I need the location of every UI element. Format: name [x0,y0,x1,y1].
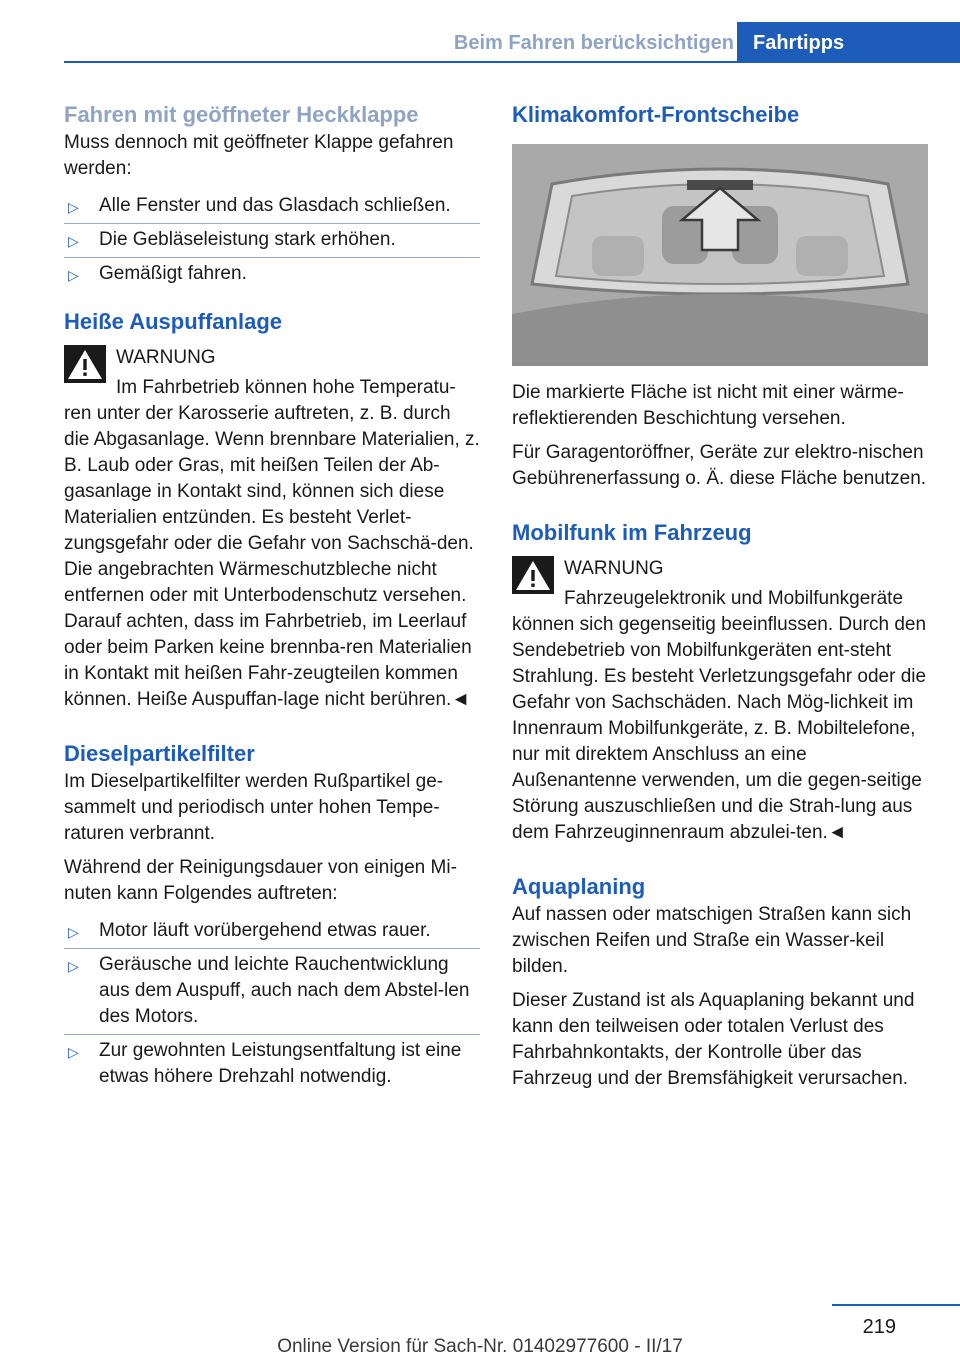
warning-label: WARNUNG [116,347,216,368]
header-section-title: Beim Fahren berücksichtigen [453,32,734,54]
section-title-mobilfunk: Mobilfunk im Fahrzeug [512,520,752,545]
left-column [64,100,480,1094]
list-item: ▷ Die Gebläseleistung stark erhöhen. [64,224,480,258]
triangle-right-icon: ▷ [68,958,79,974]
triangle-right-icon: ▷ [68,924,79,940]
section-title-heckklappe: Fahren mit geöffneter Heckklappe [64,102,419,127]
paragraph: Dieser Zustand ist als Aquaplaning bekannt und kann den teilweisen oder totalen Verlust des Fahrbahnkontakts, der Kontrolle über das Fahrzeug und der Bremsfähigkeit verursachen. [512,990,915,1089]
bullet-list [64,915,480,1094]
list-item: ▷ Alle Fenster und das Glasdach schließen. [64,190,480,224]
paragraph: Muss dennoch mit geöffneter Klappe gefahren werden: [64,132,454,179]
header-tab-fahrtipps: Fahrtipps [737,22,960,62]
page-number: 219 [862,1316,896,1338]
header-rule [64,61,960,63]
warning-text: ren unter der Karosserie auftreten, z. B. durch die Abgasanlage. Wenn brennbare Materialien, z. B. Laub oder Gras, mit heißen Teilen der Ab-gasanlage in Kontakt sind, können sich diese Materialien entzünden. Es besteht Verlet-zungsgefahr oder die Gefahr von Sachschä-den. Die angebrachten Wärmeschutzbleche nicht entfernen oder mit Unterbodenschutz versehen. Darauf achten, dass im Fahrbetrieb, im Leerlauf oder beim Parken keine brennba-ren Materialien in Kontakt mit heißen Fahr-zeugteilen kommen können. Heiße Auspuffan-lage nicht berühren.◄ [64,403,480,710]
list-item: ▷ Motor läuft vorübergehend etwas rauer. [64,915,480,949]
right-column [512,100,928,1092]
warning-block [64,345,480,401]
section-title-aquaplaning: Aquaplaning [512,874,646,899]
triangle-right-icon: ▷ [68,267,79,283]
bullet-list [64,190,480,291]
list-item: ▷ Zur gewohnten Leistungsentfaltung ist eine etwas höhere Drehzahl notwendig. [68,1040,462,1087]
warning-text: können sich gegenseitig beeinflussen. Durch den Sendebetrieb von Mobilfunkgeräten ent-steht Strahlung. Es besteht Verletzungsgefahr oder die Gefahr von Sachschäden. Nach Mög-lichkeit im Innenraum Mobilfunkgeräte, z. B. Mobiltelefone, nur mit direktem Anschluss an eine Außenantenne verwenden, um die gegen-seitige Störung auszuschließen und die Strah-lung aus dem Fahrzeuginnenraum abzulei-ten.◄ [512,614,927,843]
page-number-rule [832,1304,960,1306]
paragraph: Die markierte Fläche ist nicht mit einer wärme-reflektierenden Beschichtung versehen. [512,382,904,429]
footer-version: Online Version für Sach-Nr. 01402977600 - II/17 [277,1336,683,1357]
warning-block [512,556,928,612]
warning-triangle-icon [64,345,106,383]
list-item: ▷ Geräusche und leichte Rauchentwicklung aus dem Auspuff, auch nach dem Abstel-len des Motors. [64,949,480,1035]
warning-triangle-icon [512,556,554,594]
section-title-frontscheibe: Klimakomfort-Frontscheibe [512,102,800,127]
paragraph: Auf nassen oder matschigen Straßen kann sich zwischen Reifen und Straße ein Wasser-keil bilden. [512,904,912,977]
paragraph: Im Dieselpartikelfilter werden Rußpartikel ge-sammelt und periodisch unter hohen Tempe-raturen verbrannt. [64,771,444,844]
section-title-dieselpartikelfilter: Dieselpartikelfilter [64,741,255,766]
triangle-right-icon: ▷ [68,233,79,249]
triangle-right-icon: ▷ [68,1044,79,1060]
paragraph: Während der Reinigungsdauer von einigen Mi-nuten kann Folgendes auftreten: [64,857,457,904]
warning-label: WARNUNG [564,558,664,579]
warning-text-first-line: Fahrzeugelektronik und Mobilfunkgeräte [564,588,904,609]
section-title-auspuffanlage: Heiße Auspuffanlage [64,309,282,334]
list-item: ▷ Gemäßigt fahren. [64,258,480,291]
windshield-photo [512,144,928,366]
paragraph: Für Garagentoröffner, Geräte zur elektro-nischen Gebührenerfassung o. Ä. diese Fläche benutzen. [512,442,927,489]
warning-text-first-line: Im Fahrbetrieb können hohe Temperatu- [116,377,456,398]
triangle-right-icon: ▷ [68,199,79,215]
